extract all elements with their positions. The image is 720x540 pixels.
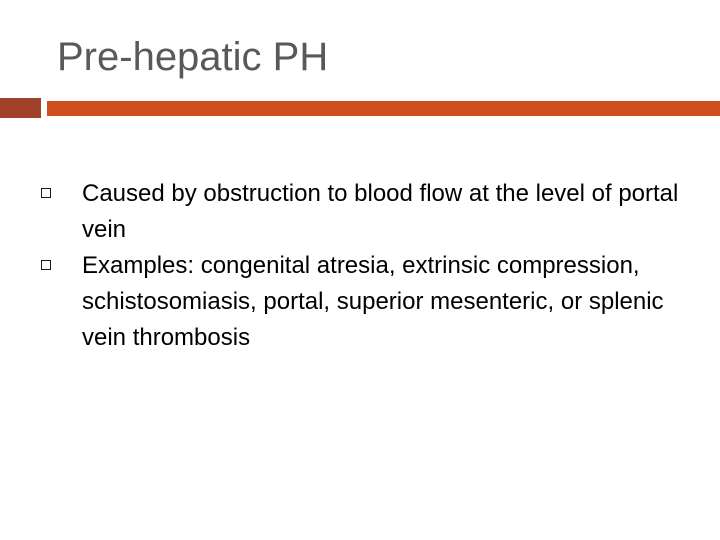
hollow-square-bullet-icon bbox=[41, 260, 51, 270]
title-accent-bar bbox=[47, 101, 720, 116]
bullet-item bbox=[0, 248, 720, 356]
slide-title: Pre-hepatic PH bbox=[57, 35, 329, 79]
bullet-list bbox=[0, 176, 720, 356]
bullet-text: Caused by obstruction to blood flow at the level of portal vein bbox=[82, 180, 679, 243]
hollow-square-bullet-icon bbox=[41, 188, 51, 198]
title-accent-bar-left bbox=[0, 98, 41, 118]
bullet-item bbox=[0, 176, 720, 248]
bullet-text: Examples: congenital atresia, extrinsic compression, schistosomiasis, portal, superior mesenteric, or splenic vein thrombosis bbox=[82, 252, 664, 351]
